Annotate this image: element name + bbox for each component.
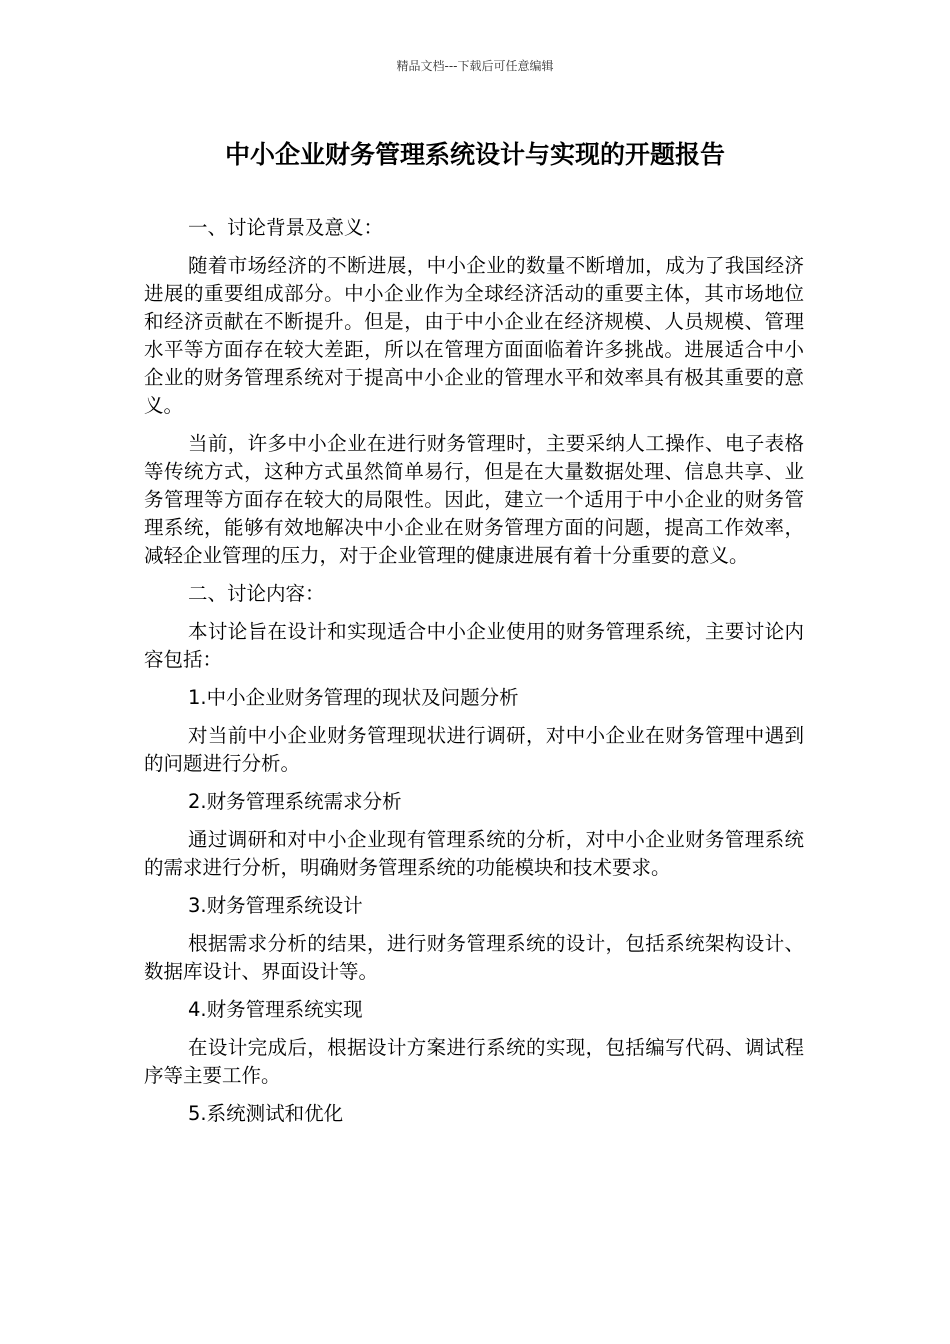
item-text-1: 对当前中小企业财务管理现状进行调研，对中小企业在财务管理中遇到的问题进行分析。 bbox=[144, 724, 804, 775]
paragraph-background-1: 随着市场经济的不断进展，中小企业的数量不断增加，成为了我国经济进展的重要组成部分。中小企业作为全球经济活动的重要主体，其市场地位和经济贡献在不断提升。但是，由于中小企业在经济规模、人员规模、管理水平等方面存在较大差距，所以在管理方面面临着许多挑战。进展适合中小企业的财务管理系统对于提高中小企业的管理水平和效率具有极其重要的意义。 bbox=[144, 254, 804, 417]
section-heading-background: 一、讨论背景及意义： bbox=[188, 216, 384, 239]
paragraph-background-2: 当前，许多中小企业在进行财务管理时，主要采纳人工操作、电子表格等传统方式，这种方式虽然简单易行，但是在大量数据处理、信息共享、业务管理等方面存在较大的局限性。因此，建立一个适用于中小企业的财务管理系统，能够有效地解决中小企业在财务管理方面的问题，提高工作效率，减轻企业管理的压力，对于企业管理的健康进展有着十分重要的意义。 bbox=[144, 432, 804, 567]
section-heading-content: 二、讨论内容： bbox=[188, 582, 325, 605]
item-heading-1: 1.中小企业财务管理的现状及问题分析 bbox=[188, 686, 519, 709]
item-heading-3: 3.财务管理系统设计 bbox=[188, 894, 363, 917]
item-heading-5: 5.系统测试和优化 bbox=[188, 1102, 344, 1125]
item-heading-2: 2.财务管理系统需求分析 bbox=[188, 790, 402, 813]
document-body bbox=[144, 214, 804, 1138]
item-text-2: 通过调研和对中小企业现有管理系统的分析，对中小企业财务管理系统的需求进行分析，明确财务管理系统的功能模块和技术要求。 bbox=[144, 828, 804, 879]
item-heading-4: 4.财务管理系统实现 bbox=[188, 998, 363, 1021]
item-text-3: 根据需求分析的结果，进行财务管理系统的设计，包括系统架构设计、数据库设计、界面设计等。 bbox=[144, 932, 804, 983]
paragraph-content-intro: 本讨论旨在设计和实现适合中小企业使用的财务管理系统，主要讨论内容包括： bbox=[144, 620, 804, 671]
item-text-4: 在设计完成后，根据设计方案进行系统的实现，包括编写代码、调试程序等主要工作。 bbox=[144, 1036, 804, 1087]
document-title: 中小企业财务管理系统设计与实现的开题报告 bbox=[224, 140, 725, 169]
header-note: 精品文档---下载后可任意编辑 bbox=[396, 59, 554, 73]
